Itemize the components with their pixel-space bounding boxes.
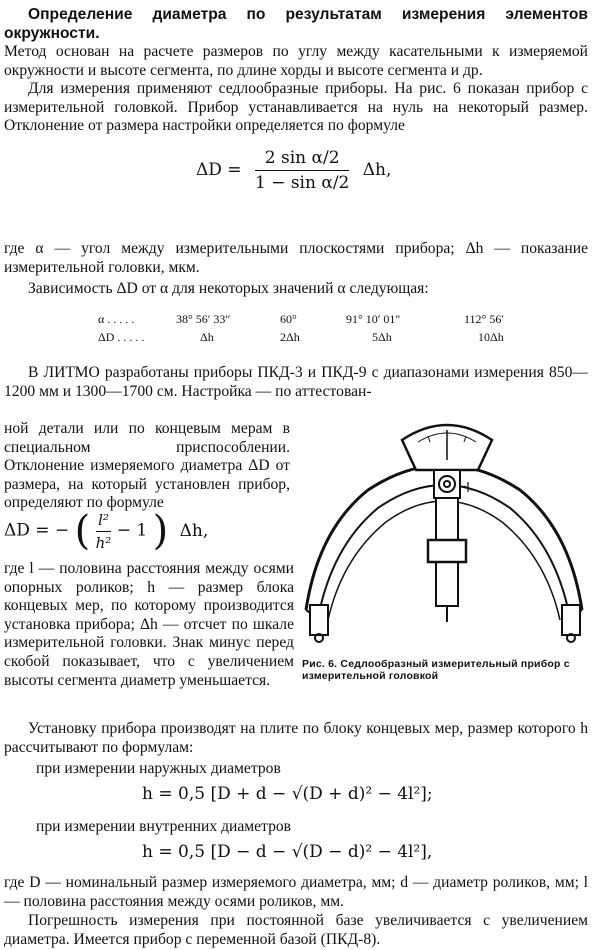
table-cell: 10Δh [478,330,504,344]
formula-delta-d-segment: ΔD = − ( $\frac{\text{l²}}{\text{h²}}$ − 1 ) Δh, [4,508,209,554]
table-cell: α . . . . . [98,312,135,326]
table-cell: 38° 56′ 33″ [176,312,231,326]
formula1-denominator: 1 − sin α/2 [254,173,350,193]
where-d-l: где D — номинальный размер измеряемого диаметра, мм; d — диаметр роликов, мм; l — половина расстояния между осями роликов, мм. [4,874,588,910]
formula2-denominator: h² [95,533,112,552]
formula-h-inner: h = 0,5 [D − d − √(D − d)² − 4l²], [142,842,433,862]
method-text: Метод основан на расчете размеров по углу между касательными к измеряемой окружности и высоте сегмента, по длине хорды и высоте сегмента и др. [4,43,588,79]
table-row [98,312,504,330]
dependence-table [98,312,504,348]
table-cell: 112° 56′ [464,312,504,326]
table-cell: 60° [280,312,297,326]
table-cell: 5Δh [372,330,392,344]
formula-h-outer: h = 0,5 [D + d − √(D + d)² − 4l²]; [142,784,433,804]
where-l-h: где l — половина расстояния между осями опорных роликов; h — размер блока концевых мер, по которому производится установка прибора; Δh — отсчет по шкале измерительной головки. Знак минус перед скобой показывает, что с увеличением высоты сегмента диаметр уменьшается. [4,560,294,689]
paragraph-error: Погрешность измерения при постоянной базе увеличивается с увеличением диаметра. Имеется прибор с переменной базой (ПКД-8). [4,912,588,948]
table-row [98,330,504,348]
formula1-numerator: 2 sin α/2 [264,148,340,168]
formula1-rhs: Δh, [362,160,392,180]
table-cell: ΔD . . . . . [98,330,145,344]
section-heading: Определение диаметра по результатам измерения элементов окружности. [4,6,588,42]
formula2-numerator: l² [98,510,109,529]
outer-diameter-label: при измерении наружных диаметров [36,760,281,777]
where-alpha: где α — угол между измерительными плоскостями прибора; Δh — показание измерительной головки, мкм. [4,240,588,276]
table-cell: 91° 10′ 01″ [346,312,401,326]
paragraph-method [4,6,588,80]
paragraph-litmo-narrow: ной детали или по концевым мерам в специальном приспособлении. Отклонение измеряемого диаметра ΔD от размера, на который установлен прибор, определяют по формуле [4,420,290,512]
formula2-minus-one: − 1 [116,520,148,541]
inner-diameter-label: при измерении внутренних диаметров [36,818,292,835]
saddle-device-figure [298,400,590,650]
formula-delta-d-alpha [196,148,391,193]
formula1-lhs: ΔD = [196,160,242,180]
table-cell: 2Δh [280,330,300,344]
table-cell: Δh [200,330,214,344]
figure-caption: Рис. 6. Седлообразный измерительный прибор с измерительной головкой [302,658,570,682]
formula2-lhs: ΔD = − [4,520,70,541]
paragraph-setup: Установку прибора производят на плите по блоку концевых мер, размер которого h рассчитывают по формулам: [4,720,588,756]
paragraph-litmo-wide: В ЛИТМО разработаны приборы ПКД-3 и ПКД-9 с диапазонами измерения 850—1200 мм и 1300—1700 см. Настройка — по аттестован- [4,364,588,400]
paragraph-devices: Для измерения применяют седлообразные приборы. На рис. 6 показан прибор с измерительной головкой. Прибор устанавливается на нуль на некоторый размер. Отклонение от размера настройки определяется по формуле [4,80,588,135]
dependence-line: Зависимость ΔD от α для некоторых значений α следующая: [28,280,429,297]
formula2-rhs: Δh, [179,520,209,541]
